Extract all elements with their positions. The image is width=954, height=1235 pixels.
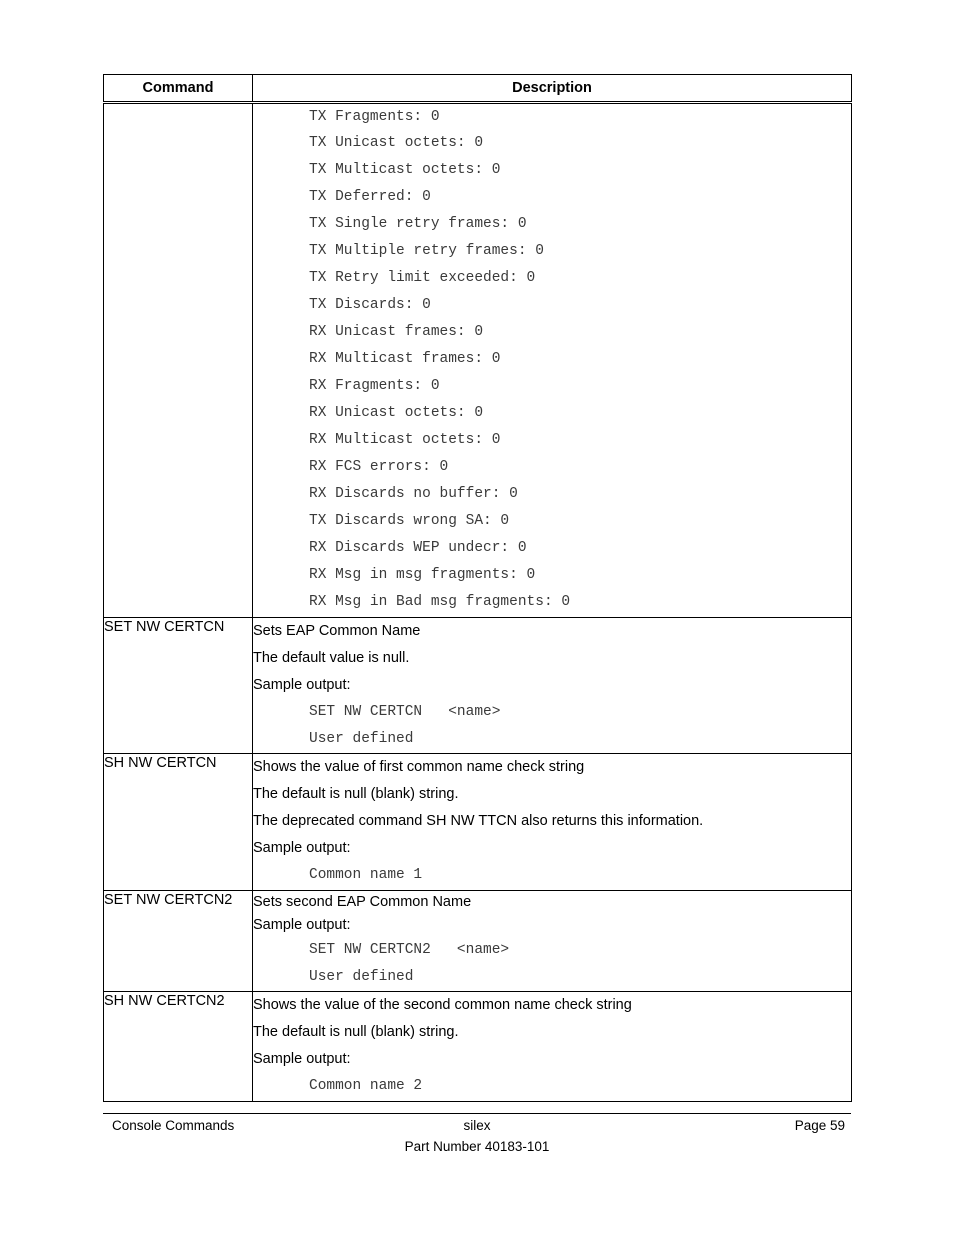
code-line: Common name 2 bbox=[309, 1078, 423, 1094]
footer-part-number: Part Number 40183-101 bbox=[404, 1139, 550, 1154]
command-cell: SH NW CERTCN bbox=[104, 754, 253, 891]
description-line: The deprecated command SH NW TTCN also returns this information. bbox=[253, 813, 704, 829]
table-row bbox=[104, 103, 852, 618]
description-line: Sample output: bbox=[253, 1051, 351, 1067]
table-row bbox=[104, 618, 852, 754]
code-line: TX Single retry frames: 0 bbox=[309, 216, 527, 232]
code-line: RX FCS errors: 0 bbox=[309, 459, 449, 475]
description-line: The default is null (blank) string. bbox=[253, 786, 459, 802]
command-cell: SET NW CERTCN bbox=[104, 618, 253, 754]
description-cell bbox=[253, 891, 852, 992]
description-cell bbox=[253, 754, 852, 891]
code-line: RX Fragments: 0 bbox=[309, 378, 440, 394]
description-cell bbox=[253, 103, 852, 618]
description-line: Sample output: bbox=[253, 840, 351, 856]
code-line: RX Multicast octets: 0 bbox=[309, 432, 501, 448]
code-line: RX Msg in msg fragments: 0 bbox=[309, 567, 536, 583]
code-line: TX Retry limit exceeded: 0 bbox=[309, 270, 536, 286]
description-line: Sample output: bbox=[253, 917, 351, 933]
code-line: RX Unicast frames: 0 bbox=[309, 324, 484, 340]
description-cell bbox=[253, 618, 852, 754]
footer-section-title: Console Commands bbox=[112, 1118, 235, 1133]
command-cell: SH NW CERTCN2 bbox=[104, 992, 253, 1102]
description-line: Shows the value of first common name check string bbox=[253, 759, 585, 775]
footer-divider bbox=[103, 1113, 851, 1114]
footer-page-number: Page 59 bbox=[794, 1118, 845, 1133]
description-line: The default is null (blank) string. bbox=[253, 1024, 459, 1040]
code-line: Common name 1 bbox=[309, 867, 423, 883]
code-line: TX Discards: 0 bbox=[309, 297, 431, 313]
description-cell bbox=[253, 992, 852, 1102]
code-line: RX Discards no buffer: 0 bbox=[309, 486, 518, 502]
description-line: Shows the value of the second common name check string bbox=[253, 997, 632, 1013]
table-row bbox=[104, 754, 852, 891]
code-line: TX Multiple retry frames: 0 bbox=[309, 243, 544, 259]
command-cell-empty bbox=[104, 103, 253, 618]
description-line: Sets second EAP Common Name bbox=[253, 894, 472, 910]
command-cell: SET NW CERTCN2 bbox=[104, 891, 253, 992]
code-line: User defined bbox=[309, 731, 414, 747]
code-line: TX Fragments: 0 bbox=[309, 109, 440, 125]
code-line: SET NW CERTCN <name> bbox=[309, 704, 501, 720]
code-line: TX Unicast octets: 0 bbox=[309, 135, 484, 151]
code-line: RX Multicast frames: 0 bbox=[309, 351, 501, 367]
code-line: TX Discards wrong SA: 0 bbox=[309, 513, 510, 529]
code-line: RX Discards WEP undecr: 0 bbox=[309, 540, 527, 556]
description-line: Sample output: bbox=[253, 677, 351, 693]
table-row bbox=[104, 891, 852, 992]
description-line: The default value is null. bbox=[253, 650, 410, 666]
code-line: TX Deferred: 0 bbox=[309, 189, 431, 205]
table-row bbox=[104, 992, 852, 1102]
header-command: Command bbox=[104, 75, 253, 103]
footer-brand: silex bbox=[463, 1118, 491, 1133]
table-header-row bbox=[104, 75, 852, 103]
code-line: RX Msg in Bad msg fragments: 0 bbox=[309, 594, 571, 610]
code-line: User defined bbox=[309, 969, 414, 985]
code-line: SET NW CERTCN2 <name> bbox=[309, 942, 510, 958]
header-description: Description bbox=[253, 75, 852, 103]
command-table bbox=[103, 74, 852, 1102]
code-line: RX Unicast octets: 0 bbox=[309, 405, 484, 421]
code-line: TX Multicast octets: 0 bbox=[309, 162, 501, 178]
description-line: Sets EAP Common Name bbox=[253, 623, 421, 639]
